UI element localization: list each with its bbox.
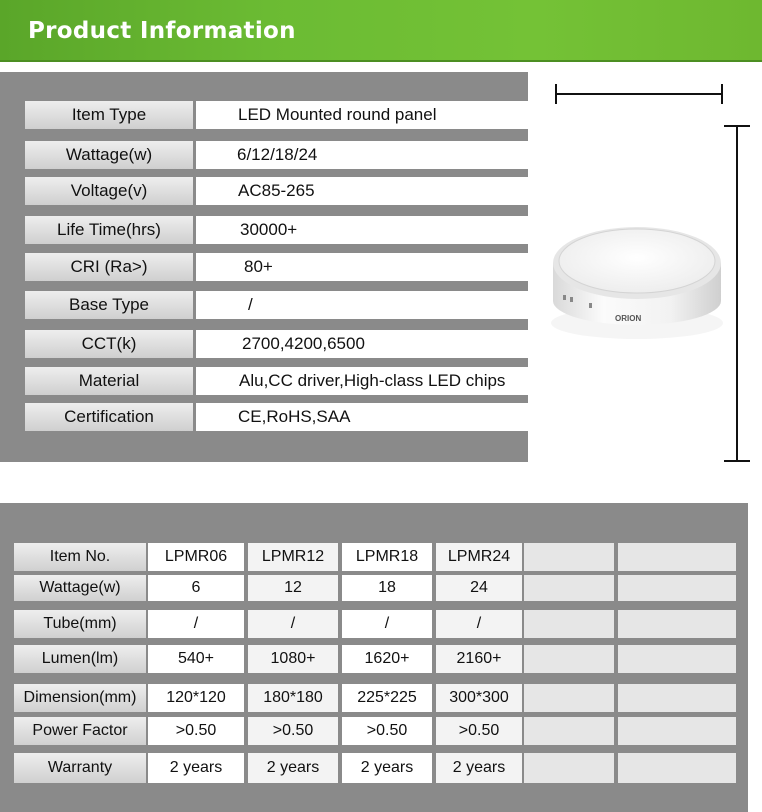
table-cell: 2 years <box>248 753 338 783</box>
table-empty-cell <box>618 575 736 601</box>
spec-value: / <box>196 291 528 319</box>
table-empty-cell <box>524 684 614 712</box>
table-cell: LPMR24 <box>436 543 522 571</box>
table-cell: / <box>148 610 244 638</box>
table-cell: LPMR12 <box>248 543 338 571</box>
spec-panel <box>0 72 528 462</box>
table-cell: 24 <box>436 575 522 601</box>
table-empty-cell <box>618 753 736 783</box>
table-empty-cell <box>524 610 614 638</box>
spec-value: 2700,4200,6500 <box>196 330 528 358</box>
table-row-label: Power Factor <box>14 717 146 745</box>
table-cell: >0.50 <box>148 717 244 745</box>
table-cell: 1080+ <box>248 645 338 673</box>
spec-row <box>0 403 528 431</box>
table-empty-cell <box>618 684 736 712</box>
width-dimension-tick <box>721 84 723 104</box>
spec-label: Life Time(hrs) <box>25 216 193 244</box>
table-cell: 1620+ <box>342 645 432 673</box>
brand-logo: ORION <box>615 314 642 323</box>
table-row-label: Wattage(w) <box>14 575 146 601</box>
spec-label: Certification <box>25 403 193 431</box>
table-row <box>0 717 748 745</box>
table-row-label: Item No. <box>14 543 146 571</box>
table-cell: >0.50 <box>248 717 338 745</box>
table-cell: LPMR06 <box>148 543 244 571</box>
spec-value: 30000+ <box>196 216 528 244</box>
table-cell: / <box>342 610 432 638</box>
table-cell: 180*180 <box>248 684 338 712</box>
table-row <box>0 645 748 673</box>
table-cell: >0.50 <box>436 717 522 745</box>
table-row <box>0 684 748 712</box>
spec-value: LED Mounted round panel <box>196 101 528 129</box>
spec-label: Wattage(w) <box>25 141 193 169</box>
table-cell: 120*120 <box>148 684 244 712</box>
table-cell: 12 <box>248 575 338 601</box>
spec-row <box>0 216 528 244</box>
table-empty-cell <box>524 753 614 783</box>
table-row <box>0 753 748 783</box>
spec-label: Base Type <box>25 291 193 319</box>
page-title: Product Information <box>28 18 296 44</box>
spec-value: CE,RoHS,SAA <box>196 403 528 431</box>
spec-row <box>0 253 528 281</box>
table-cell: 2 years <box>342 753 432 783</box>
spec-row <box>0 367 528 395</box>
height-dimension-line <box>736 126 738 462</box>
spec-row <box>0 101 528 129</box>
spec-row <box>0 177 528 205</box>
table-empty-cell <box>618 610 736 638</box>
height-dimension-tick <box>724 460 750 462</box>
table-cell: 225*225 <box>342 684 432 712</box>
width-dimension-tick <box>555 84 557 104</box>
spec-label: Voltage(v) <box>25 177 193 205</box>
product-image <box>545 215 725 345</box>
table-row-label: Tube(mm) <box>14 610 146 638</box>
spec-label: CCT(k) <box>25 330 193 358</box>
table-row <box>0 575 748 601</box>
spec-value: 80+ <box>196 253 528 281</box>
table-empty-cell <box>618 645 736 673</box>
table-empty-cell <box>524 575 614 601</box>
spec-value: Alu,CC driver,High-class LED chips <box>196 367 528 395</box>
spec-label: Material <box>25 367 193 395</box>
width-dimension-line <box>555 93 723 95</box>
table-cell: >0.50 <box>342 717 432 745</box>
spec-value: AC85-265 <box>196 177 528 205</box>
table-row <box>0 610 748 638</box>
table-empty-cell <box>618 717 736 745</box>
table-cell: 2 years <box>148 753 244 783</box>
spec-label: CRI (Ra>) <box>25 253 193 281</box>
spec-label: Item Type <box>25 101 193 129</box>
header-banner <box>0 0 762 62</box>
table-cell: 540+ <box>148 645 244 673</box>
table-cell: LPMR18 <box>342 543 432 571</box>
table-cell: 300*300 <box>436 684 522 712</box>
table-empty-cell <box>524 717 614 745</box>
table-row-label: Lumen(lm) <box>14 645 146 673</box>
table-empty-cell <box>618 543 736 571</box>
table-cell: 18 <box>342 575 432 601</box>
spec-row <box>0 291 528 319</box>
table-cell: / <box>436 610 522 638</box>
table-row <box>0 543 748 571</box>
table-cell: 6 <box>148 575 244 601</box>
spec-row <box>0 330 528 358</box>
spec-row <box>0 141 528 169</box>
table-row-label: Dimension(mm) <box>14 684 146 712</box>
table-empty-cell <box>524 543 614 571</box>
table-empty-cell <box>524 645 614 673</box>
table-cell: 2160+ <box>436 645 522 673</box>
table-cell: / <box>248 610 338 638</box>
spec-value: 6/12/18/24 <box>196 141 528 169</box>
height-dimension-tick <box>724 125 750 127</box>
table-row-label: Warranty <box>14 753 146 783</box>
table-cell: 2 years <box>436 753 522 783</box>
